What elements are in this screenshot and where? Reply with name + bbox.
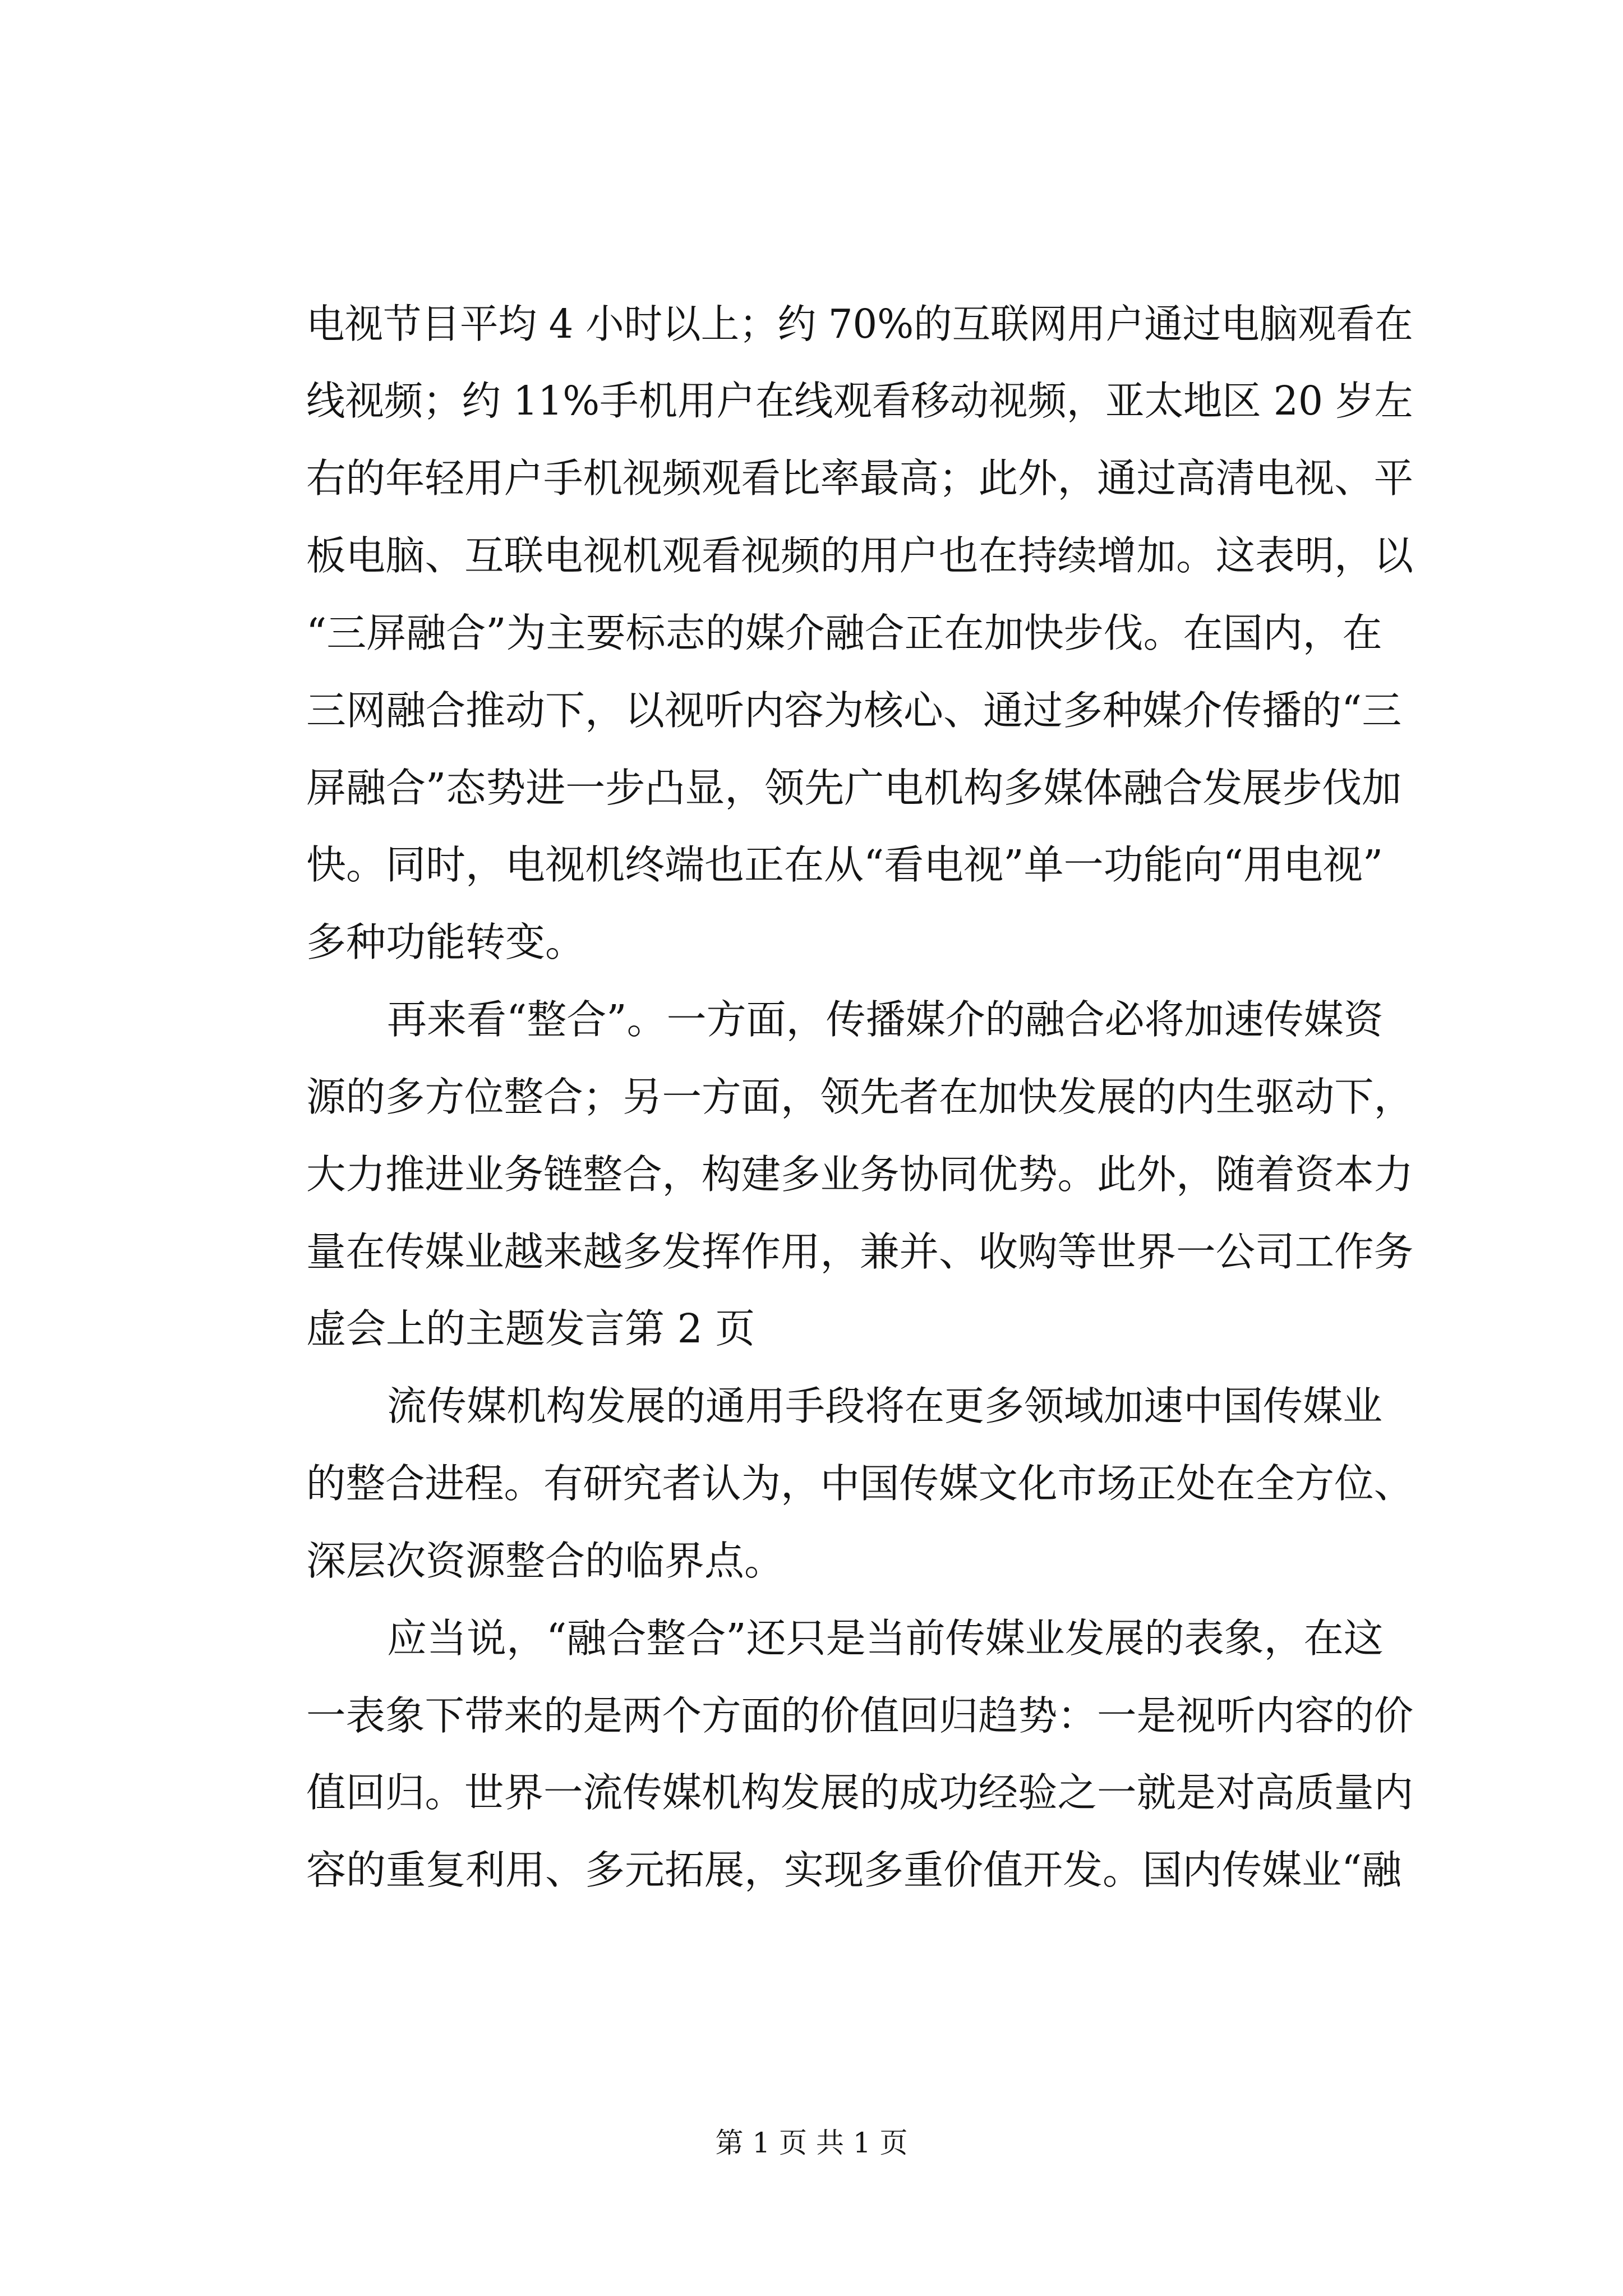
body-line-4: 板电脑、互联电视机观看视频的用户也在持续增加。这表明，以 (306, 532, 1414, 579)
body-line-21: 容的重复利用、多元拓展，实现多重价值开发。国内传媒业“融 (306, 1847, 1402, 1893)
body-line-12: 大力推进业务链整合，构建多业务协同优势。此外，随着资本力 (306, 1151, 1414, 1198)
body-line-2: 线视频；约 11%手机用户在线观看移动视频，亚太地区 20 岁左 (306, 378, 1413, 424)
body-line-13: 量在传媒业越来越多发挥作用，兼并、收购等世界一公司工作务 (306, 1228, 1414, 1275)
body-line-15: 流传媒机构发展的通用手段将在更多领域加速中国传媒业 (387, 1383, 1383, 1429)
body-line-10: 再来看“整合”。一方面，传播媒介的融合必将加速传媒资 (387, 996, 1384, 1043)
body-line-7: 屏融合”态势进一步凸显，领先广电机构多媒体融合发展步伐加 (306, 765, 1402, 811)
body-line-18: 应当说，“融合整合”还只是当前传媒业发展的表象，在这 (387, 1615, 1384, 1662)
body-line-9: 多种功能转变。 (306, 919, 585, 965)
body-line-19: 一表象下带来的是两个方面的价值回归趋势：一是视听内容的价 (306, 1692, 1414, 1739)
body-line-5: “三屏融合”为主要标志的媒介融合正在加快步伐。在国内，在 (306, 610, 1382, 656)
body-line-6: 三网融合推动下，以视听内容为核心、通过多种媒介传播的“三 (306, 687, 1402, 734)
body-line-17: 深层次资源整合的临界点。 (306, 1538, 785, 1584)
body-line-16: 的整合进程。有研究者认为，中国传媒文化市场正处在全方位、 (306, 1460, 1414, 1507)
page-footer: 第 1 页 共 1 页 (715, 2127, 908, 2159)
body-line-8: 快。同时，电视机终端也正在从“看电视”单一功能向“用电视” (306, 841, 1384, 888)
body-line-11: 源的多方位整合；另一方面，领先者在加快发展的内生驱动下， (306, 1074, 1414, 1120)
body-line-20: 值回归。世界一流传媒机构发展的成功经验之一就是对高质量内 (306, 1769, 1414, 1816)
body-line-14: 虚会上的主题发言第 2 页 (306, 1305, 755, 1352)
body-line-1: 电视节目平均 4 小时以上；约 70%的互联网用户通过电脑观看在 (306, 301, 1413, 347)
body-line-3: 右的年轻用户手机视频观看比率最高；此外，通过高清电视、平 (306, 455, 1414, 501)
